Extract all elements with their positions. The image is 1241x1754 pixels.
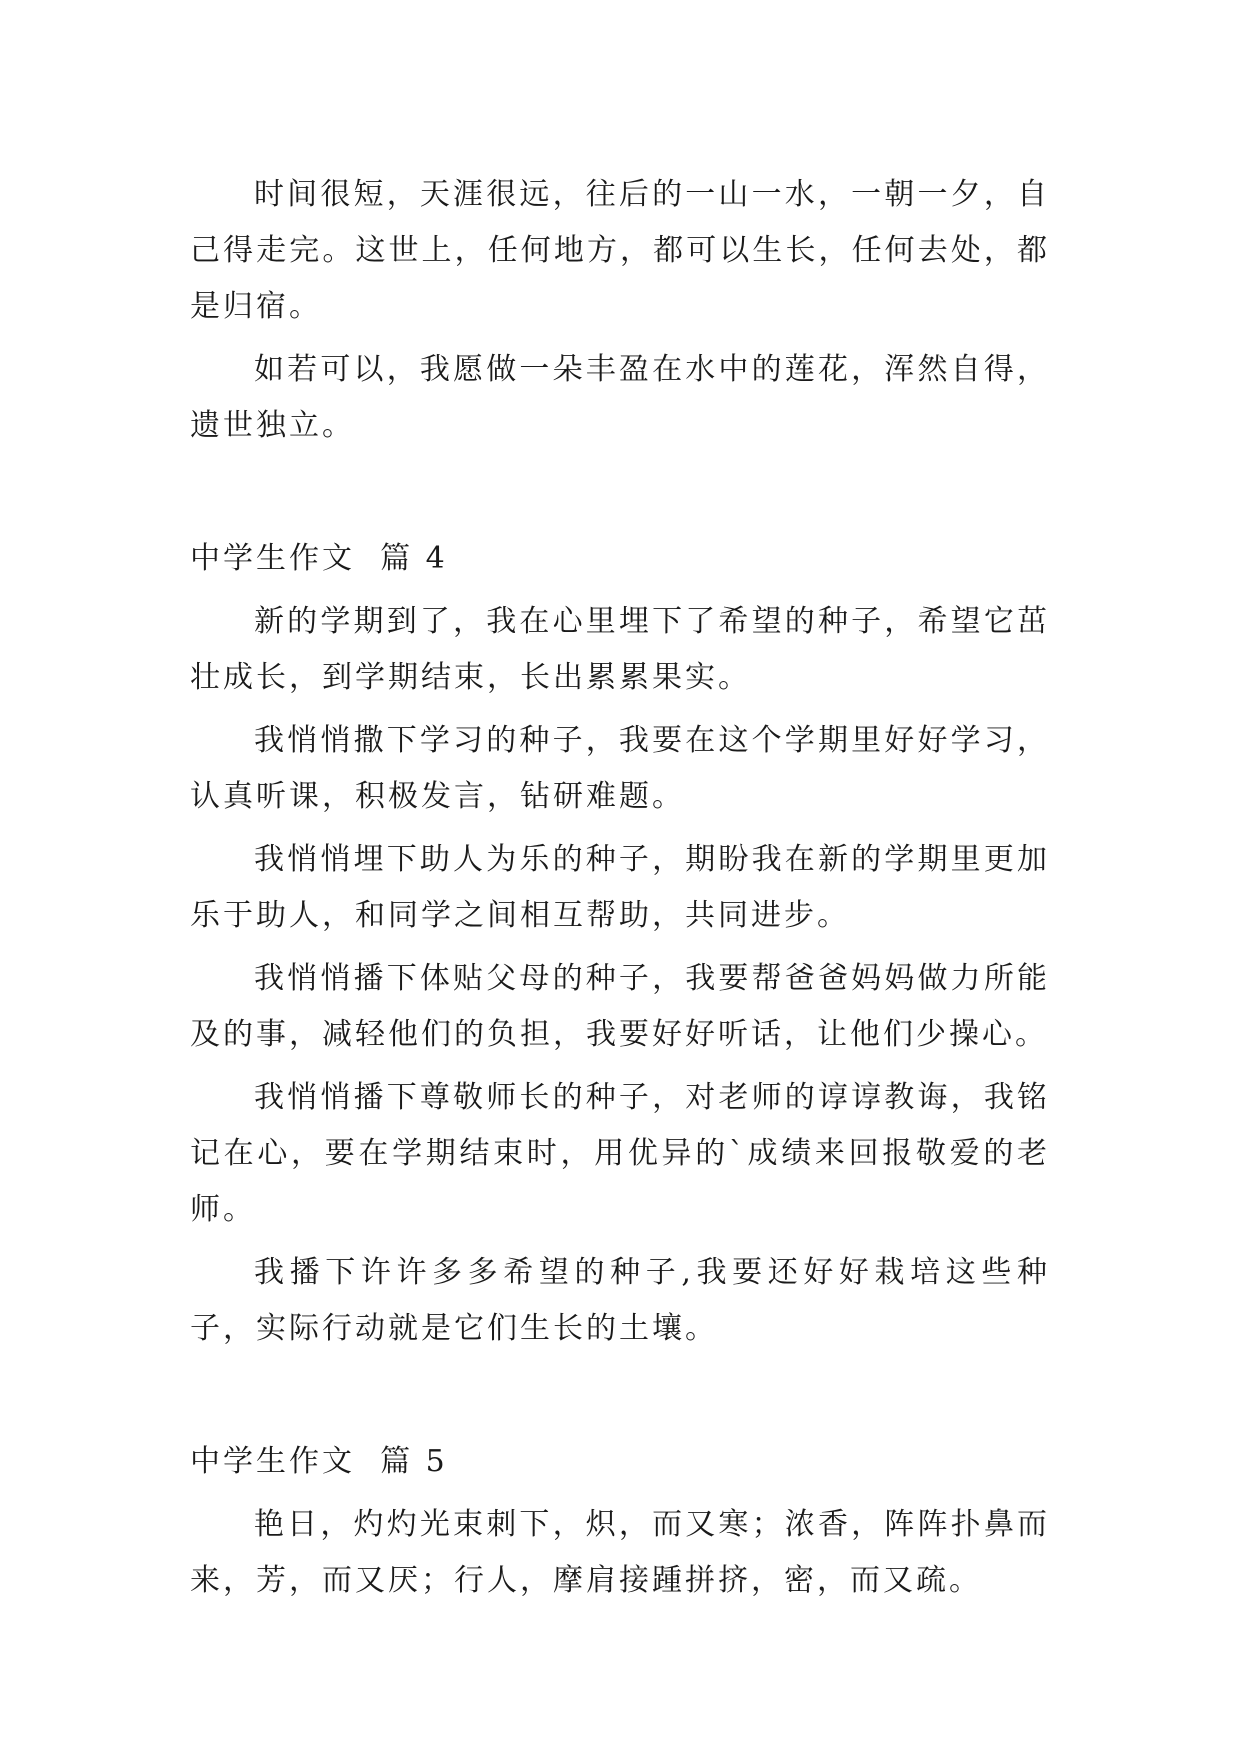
section-heading: 中学生作文 篇 4 bbox=[190, 541, 448, 576]
paragraph: 艳日，灼灼光束刺下，炽，而又寒；浓香，阵阵扑鼻而来，芳，而又厌；行人，摩肩接踵拼挤，密，而又疏。 bbox=[190, 1507, 1050, 1598]
paragraph: 如若可以，我愿做一朵丰盈在水中的莲花，浑然自得，遗世独立。 bbox=[190, 352, 1050, 443]
paragraph: 新的学期到了，我在心里埋下了希望的种子，希望它茁壮成长，到学期结束，长出累累果实。 bbox=[190, 604, 1050, 695]
paragraph: 我悄悄播下体贴父母的种子，我要帮爸爸妈妈做力所能及的事，减轻他们的负担，我要好好听话，让他们少操心。 bbox=[190, 961, 1050, 1052]
paragraph: 我悄悄埋下助人为乐的种子，期盼我在新的学期里更加乐于助人，和同学之间相互帮助，共同进步。 bbox=[190, 842, 1050, 933]
paragraph: 我悄悄撒下学习的种子，我要在这个学期里好好学习，认真听课，积极发言，钻研难题。 bbox=[190, 723, 1050, 814]
section-heading: 中学生作文 篇 5 bbox=[190, 1444, 448, 1479]
document-body bbox=[190, 160, 1050, 1609]
paragraph: 我悄悄播下尊敬师长的种子，对老师的谆谆教诲，我铭记在心，要在学期结束时，用优异的`成绩来回报敬爱的老师。 bbox=[190, 1080, 1050, 1227]
paragraph: 我播下许许多多希望的种子,我要还好好栽培这些种子，实际行动就是它们生长的土壤。 bbox=[190, 1255, 1050, 1346]
section-gap bbox=[190, 1357, 1050, 1427]
section-gap bbox=[190, 454, 1050, 524]
paragraph: 时间很短，天涯很远，往后的一山一水，一朝一夕，自己得走完。这世上，任何地方，都可以生长，任何去处，都是归宿。 bbox=[190, 177, 1050, 324]
